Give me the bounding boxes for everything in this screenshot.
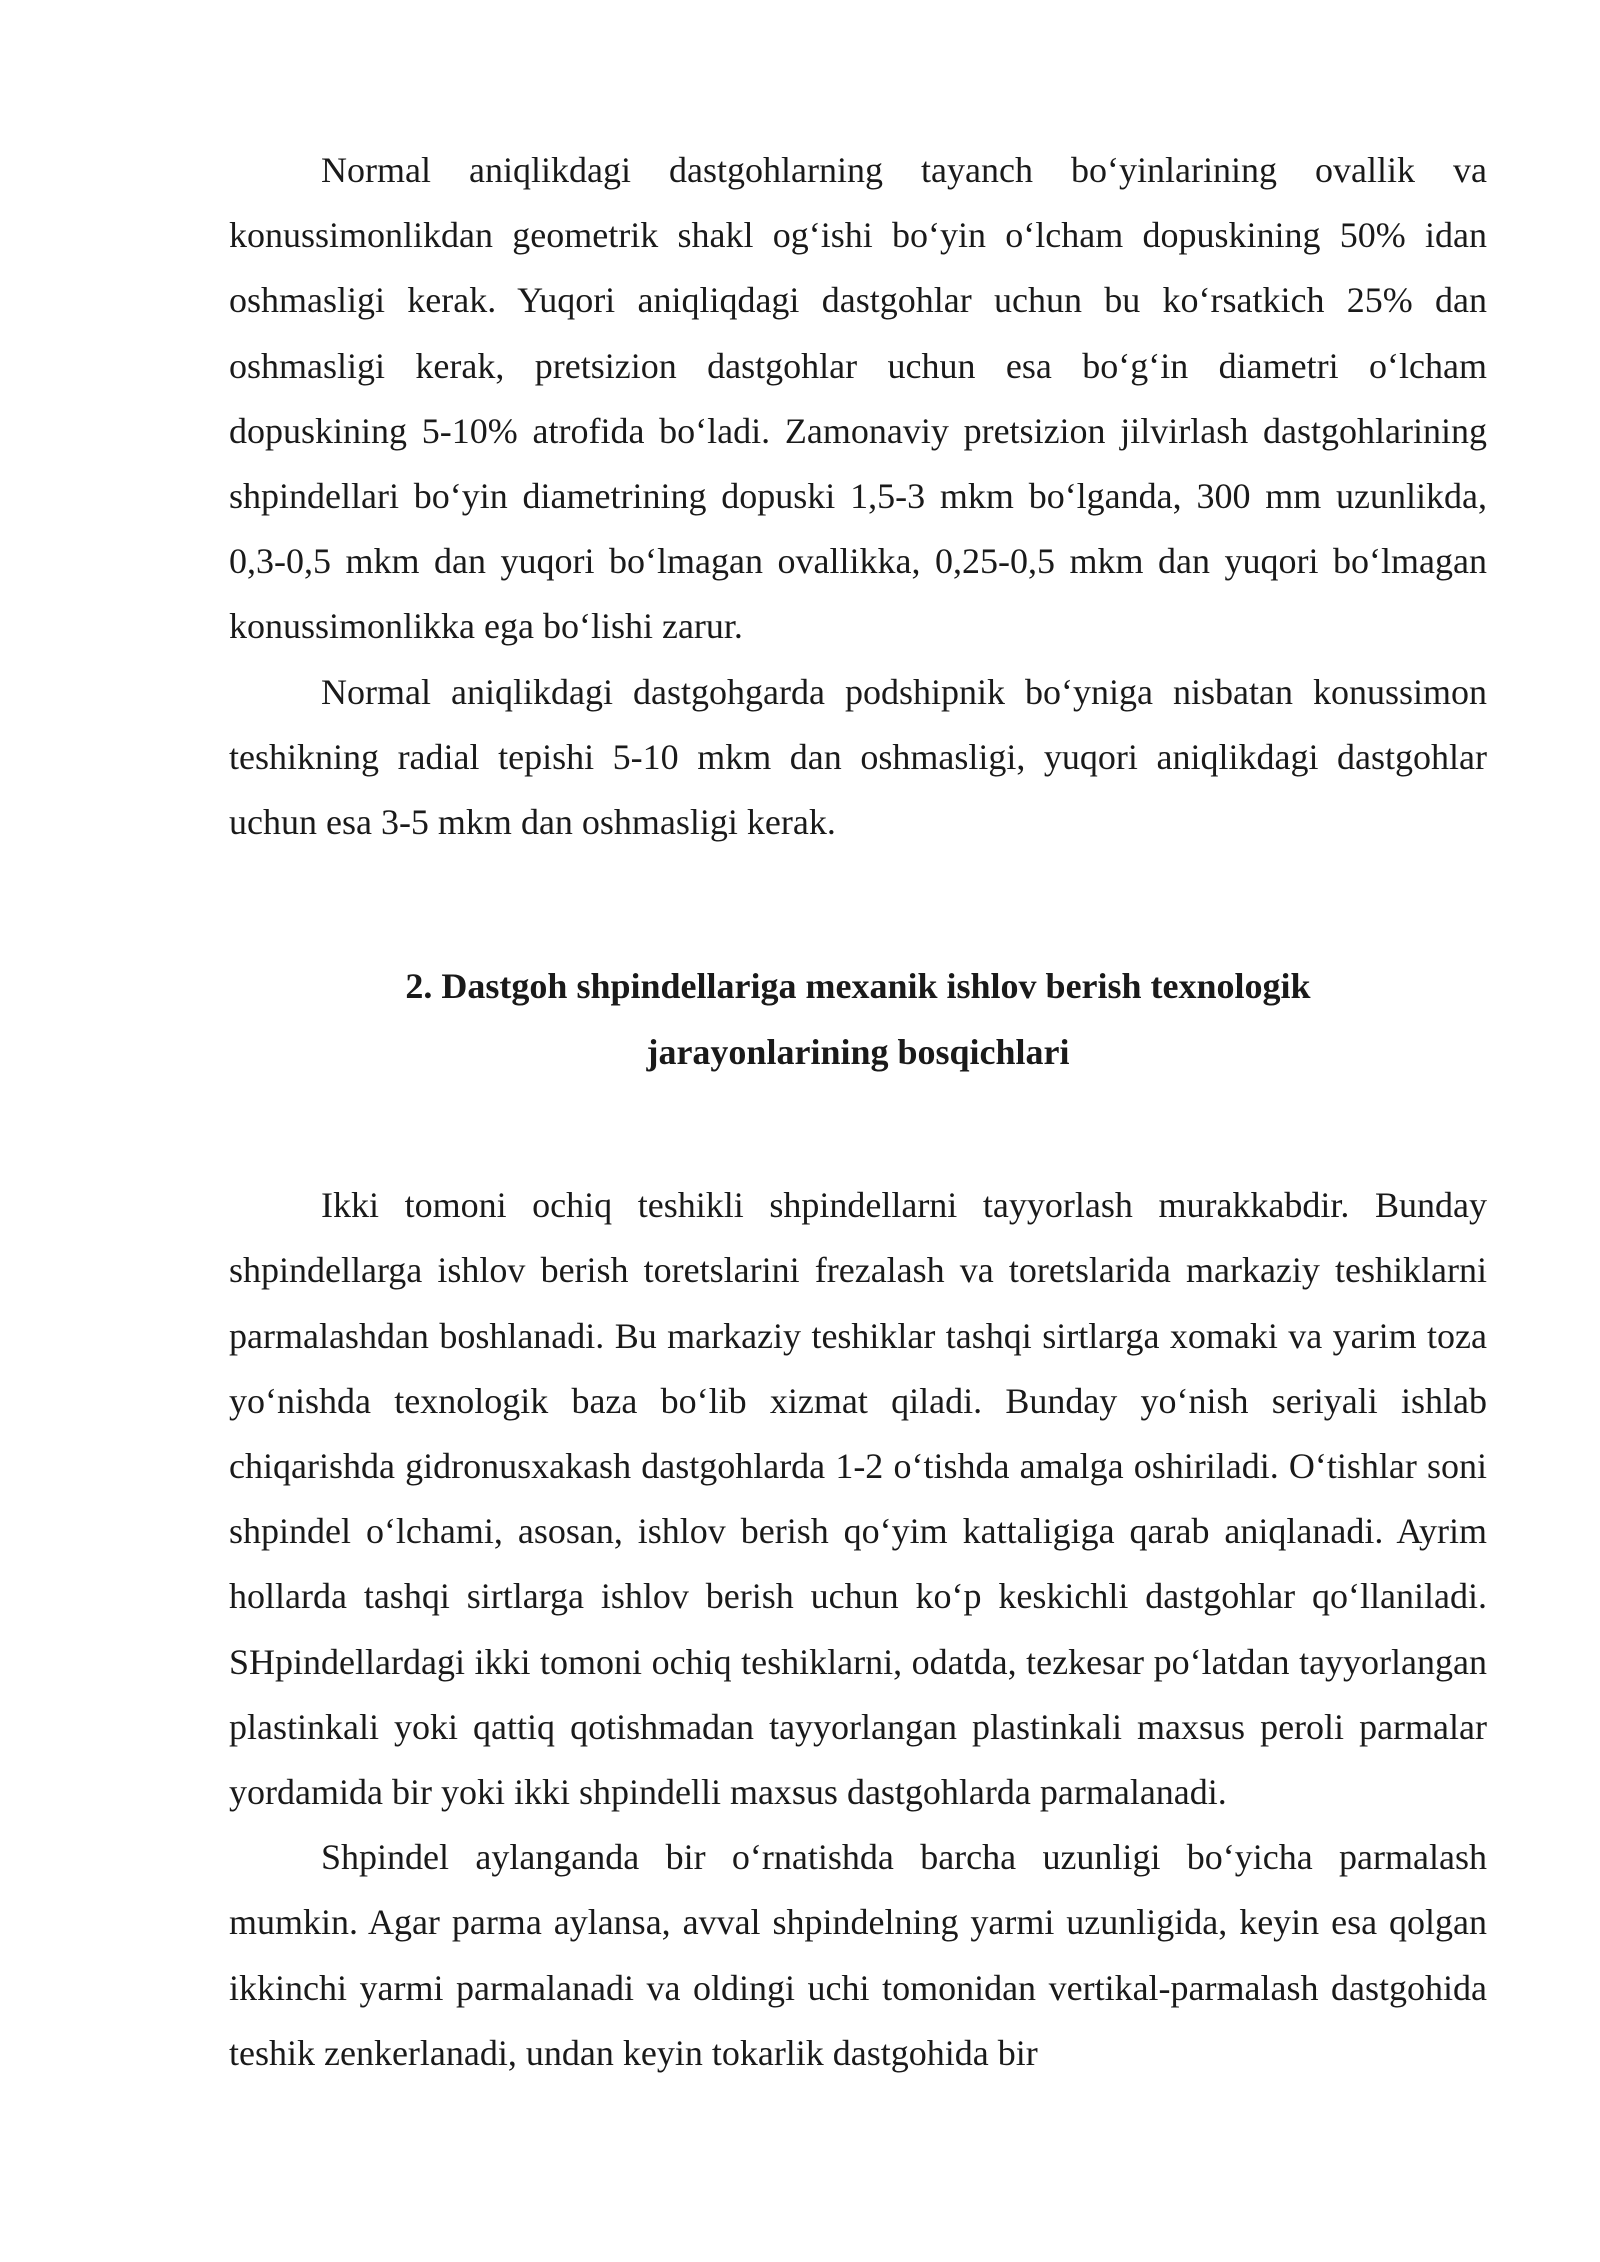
paragraph-hollow-spindles: Ikki tomoni ochiq teshikli shpindellarni tayyorlash murakkabdir. Bunday shpindellarga ishlov berish toretslarini frezalash va toretslarida markaziy teshiklarni parmalashdan boshlanadi. Bu markaziy teshiklar tashqi sirtlarga xomaki va yarim toza yo‘nishda texnologik baza bo‘lib xizmat qiladi. Bunday yo‘nish seriyali ishlab chiqarishda gidronusxakash dastgohlarda 1-2 o‘tishda amalga oshiriladi. O‘tishlar soni shpindel o‘lchami, asosan, ishlov berish qo‘yim kattaligiga qarab aniqlanadi. Ayrim hollarda tashqi sirtlarga ishlov berish uchun ko‘p keskichli dastgohlar qo‘llaniladi. SHpindellardagi ikki tomoni ochiq teshiklarni, odatda, tezkesar po‘latdan tayyorlangan plastinkali yoki qattiq qotishmadan tayyorlangan plastinkali maxsus peroli parmalar yordamida bir yoki ikki shpindelli maxsus dastgohlarda parmalanadi. — [229, 1185, 1487, 1813]
document-page — [229, 138, 1487, 2086]
section-heading-line-1: 2. Dastgoh shpindellariga mexanik ishlov berish texnologik — [405, 966, 1311, 1007]
section-heading-line-2: jarayonlarining bosqichlari — [646, 1032, 1070, 1073]
section-heading — [229, 953, 1487, 1085]
paragraph-drilling: Shpindel aylanganda bir o‘rnatishda barcha uzunligi bo‘yicha parmalash mumkin. Agar parma aylansa, avval shpindelning yarmi uzunligida, keyin esa qolgan ikkinchi yarmi parmalanadi va oldingi uchi tomonidan vertikal-parmalash dastgohida teshik zenkerlanadi, undan keyin tokarlik dastgohida bir — [229, 1837, 1487, 2073]
paragraph-radial-runout: Normal aniqlikdagi dastgohgarda podshipnik bo‘yniga nisbatan konussimon teshikning radial tepishi 5-10 mkm dan oshmasligi, yuqori aniqlikdagi dastgohlar uchun esa 3-5 mkm dan oshmasligi kerak. — [229, 671, 1487, 843]
paragraph-tolerances: Normal aniqlikdagi dastgohlarning tayanch bo‘yinlarining ovallik va konussimonlikdan geometrik shakl og‘ishi bo‘yin o‘lcham dopuskining 50% idan oshmasligi kerak. Yuqori aniqliqdagi dastgohlar uchun bu ko‘rsatkich 25% dan oshmasligi kerak, pretsizion dastgohlar uchun esa bo‘g‘in diametri o‘lcham dopuskining 5-10% atrofida bo‘ladi. Zamonaviy pretsizion jilvirlash dastgohlarining shpindellari bo‘yin diametrining dopuski 1,5-3 mkm bo‘lganda, 300 mm uzunlikda, 0,3-0,5 mkm dan yuqori bo‘lmagan ovallikka, 0,25-0,5 mkm dan yuqori bo‘lmagan konussimonlikka ega bo‘lishi zarur. — [229, 150, 1487, 647]
